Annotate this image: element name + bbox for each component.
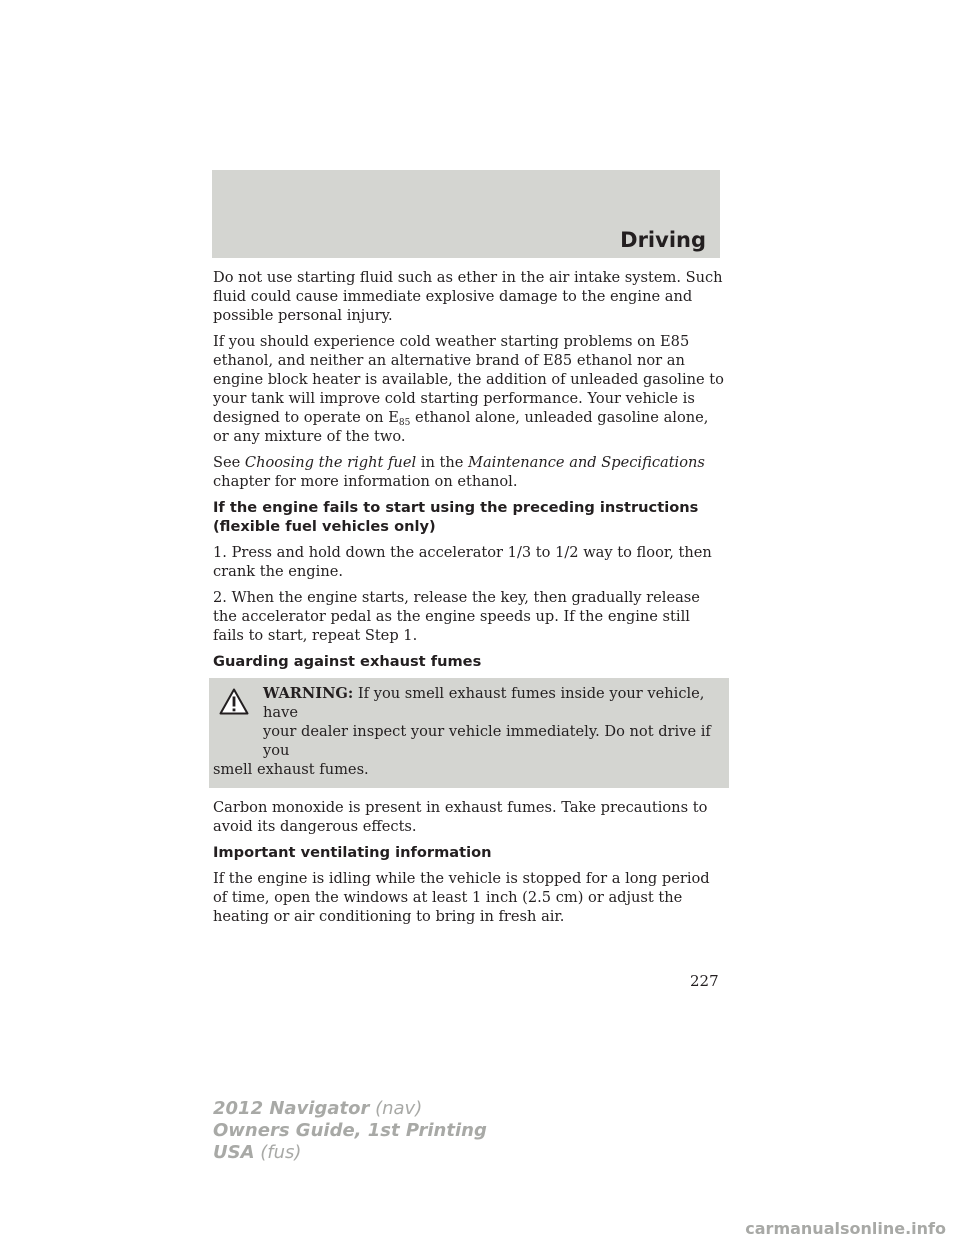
footer-market: USA xyxy=(213,1142,255,1163)
cold-weather-text: If you should experience cold weather starting problems on E85 ethanol, and neither an alternative brand of E85 ethanol nor an engine block heater is available, the addition of unleaded gasoline to your tank will improve cold starting performance. Your vehicle is designed to operate on E xyxy=(213,333,724,426)
in-the-word: in the xyxy=(420,454,464,471)
paragraph-see-reference xyxy=(213,453,725,491)
footer-market-code: (fus) xyxy=(260,1142,302,1163)
warning-box xyxy=(209,678,729,788)
section-header-band xyxy=(212,170,720,258)
reference-choosing-fuel: Choosing the right fuel xyxy=(244,454,417,471)
see-word: See xyxy=(213,454,241,471)
heading-engine-fails: If the engine fails to start using the preceding instructions (flexible fuel vehicles only) xyxy=(213,499,699,535)
footer-model-code: (nav) xyxy=(375,1098,423,1119)
footer-model: 2012 Navigator xyxy=(213,1098,370,1119)
paragraph-ventilating: If the engine is idling while the vehicle is stopped for a long period of time, open the windows at least 1 inch (2.5 cm) or adjust the heating or air conditioning to bring in fresh air. xyxy=(213,870,710,925)
section-title: Driving xyxy=(620,228,706,252)
warning-line-3: smell exhaust fumes. xyxy=(213,761,369,778)
step-1: 1. Press and hold down the accelerator 1/3 to 1/2 way to floor, then crank the engine. xyxy=(213,544,712,580)
print-footer xyxy=(213,1098,487,1164)
heading-exhaust-fumes: Guarding against exhaust fumes xyxy=(213,653,482,670)
footer-line-1 xyxy=(213,1098,487,1120)
warning-triangle-icon xyxy=(219,688,249,715)
paragraph-starting-fluid: Do not use starting fluid such as ether in the air intake system. Such fluid could cause immediate explosive damage to the engine and possible personal injury. xyxy=(213,269,723,324)
heading-ventilating: Important ventilating information xyxy=(213,844,492,861)
paragraph-carbon-monoxide: Carbon monoxide is present in exhaust fumes. Take precautions to avoid its dangerous effects. xyxy=(213,799,708,835)
footer-line-2: Owners Guide, 1st Printing xyxy=(213,1120,487,1141)
warning-line-1 xyxy=(213,684,723,722)
warning-label: WARNING: xyxy=(263,685,354,702)
footer-line-3 xyxy=(213,1142,487,1164)
page-number: 227 xyxy=(690,972,719,990)
reference-maintenance-chapter: Maintenance and Specifications xyxy=(468,454,705,471)
page-content xyxy=(213,268,725,933)
paragraph-cold-weather xyxy=(213,332,725,446)
cold-weather-text-end: ethanol alone, unleaded gasoline alone, or any mixture of the two. xyxy=(213,409,709,445)
see-reference-end: chapter for more information on ethanol. xyxy=(213,473,518,490)
watermark-link[interactable]: carmanualsonline.info xyxy=(745,1219,946,1238)
e85-subscript: 85 xyxy=(398,418,411,428)
warning-text-1: If you smell exhaust fumes inside your vehicle, have xyxy=(263,685,705,721)
warning-line-2: your dealer inspect your vehicle immediately. Do not drive if you xyxy=(263,723,711,759)
step-2: 2. When the engine starts, release the key, then gradually release the accelerator pedal as the engine speeds up. If the engine still fails to start, repeat Step 1. xyxy=(213,589,700,644)
